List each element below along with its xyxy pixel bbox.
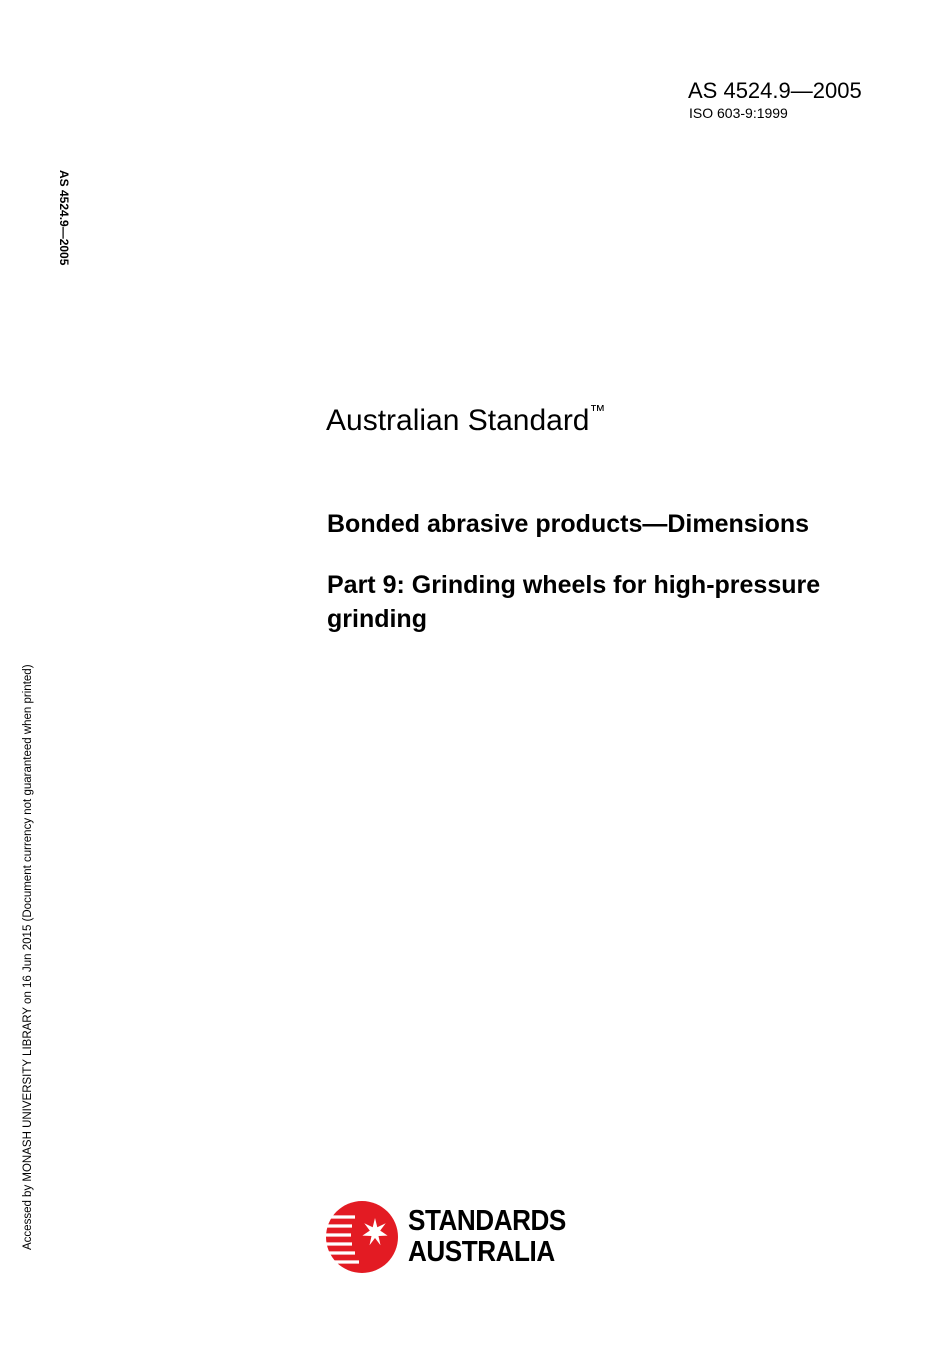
logo-emblem-icon <box>325 1200 399 1274</box>
iso-number: ISO 603-9:1999 <box>689 105 788 121</box>
standard-number: AS 4524.9—2005 <box>688 78 862 103</box>
standards-australia-logo <box>325 1200 585 1274</box>
spine-label: AS 4524.9—2005 <box>57 170 71 266</box>
document-title: Bonded abrasive products—Dimensions <box>327 510 810 538</box>
series-name: Australian Standard <box>326 404 590 437</box>
logo-line-1: STANDARDS <box>408 1205 566 1237</box>
trademark-symbol: ™ <box>589 403 606 420</box>
access-note: Accessed by MONASH UNIVERSITY LIBRARY on 16 Jun 2015 (Document currency not guaranteed when printed) <box>22 664 34 1250</box>
document-subtitle: Part 9: Grinding wheels for high-pressure grinding <box>327 571 821 633</box>
logo-line-2: AUSTRALIA <box>408 1236 555 1268</box>
series-title <box>326 403 606 439</box>
logo-wordmark <box>408 1206 566 1268</box>
